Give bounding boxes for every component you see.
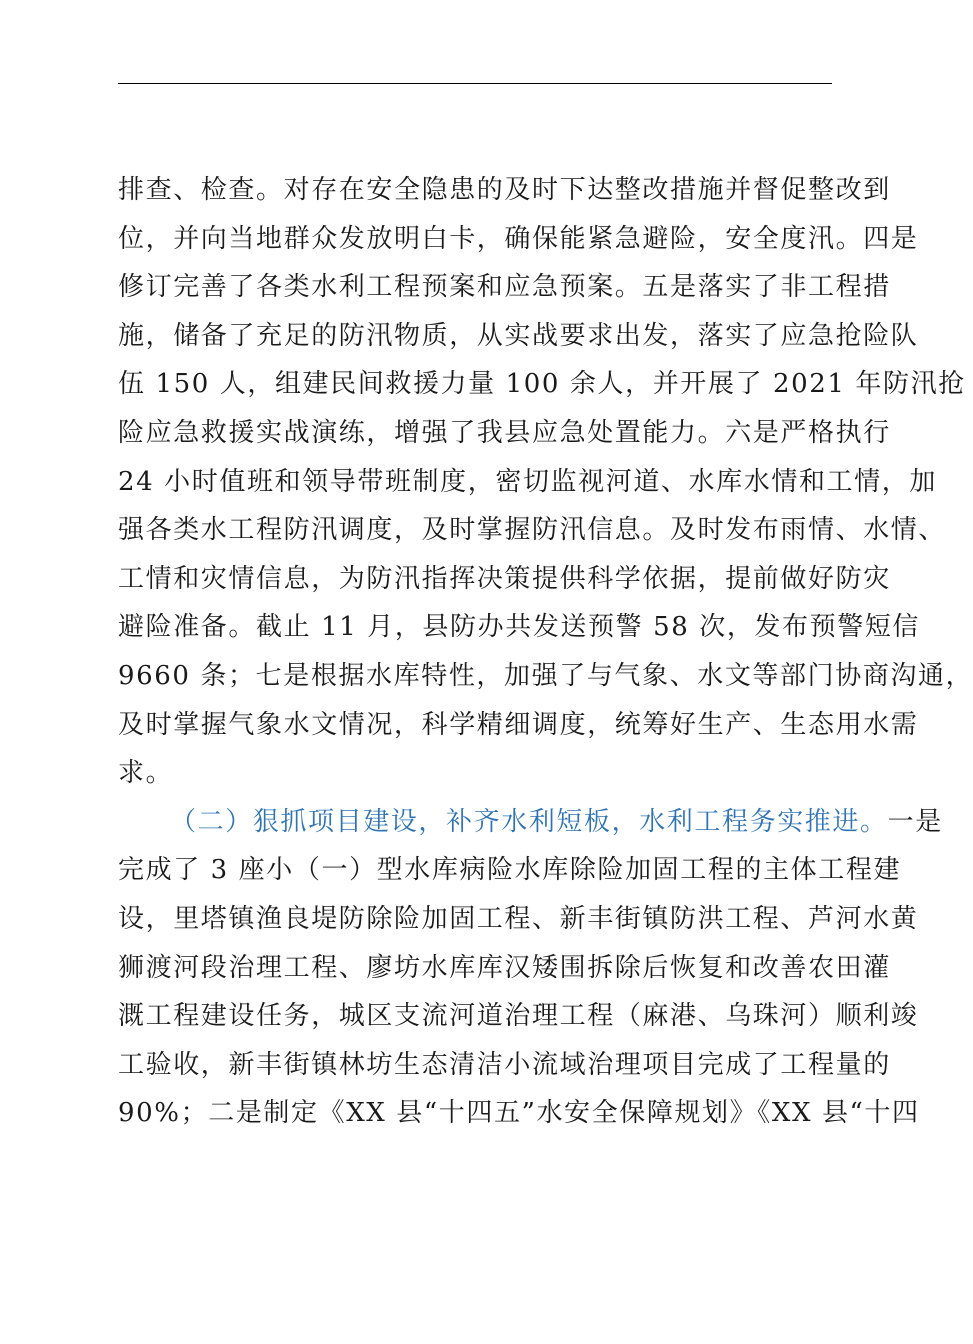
text-line: 狮渡河段治理工程、廖坊水库库汉矮围拆除后恢复和改善农田灌	[118, 952, 891, 983]
text-line: 90%；二是制定《XX 县“十四五”水安全保障规划》《XX 县“十四	[118, 1098, 920, 1129]
text-line: 工验收，新丰街镇林坊生态清洁小流域治理项目完成了工程量的	[118, 1049, 891, 1080]
document-body	[118, 166, 973, 1138]
text-line: 险应急救援实战演练，增强了我县应急处置能力。六是严格执行	[118, 417, 891, 448]
text-line: 设，里塔镇渔良堤防除险加固工程、新丰街镇防洪工程、芦河水黄	[118, 903, 919, 934]
text-line: 及时掌握气象水文情况，科学精细调度，统筹好生产、生态用水需	[118, 709, 919, 740]
text-line: 9660 条；七是根据水库特性，加强了与气象、水文等部门协商沟通，	[118, 660, 973, 691]
text-line: 避险准备。截止 11 月，县防办共发送预警 58 次，发布预警短信	[118, 612, 921, 643]
paragraph-1	[118, 166, 973, 798]
text-line: 伍 150 人，组建民间救援力量 100 余人，并开展了 2021 年防汛抢	[118, 369, 966, 400]
text-line: 工情和灾情信息，为防汛指挥决策提供科学依据，提前做好防灾	[118, 563, 891, 594]
header-rule	[118, 83, 832, 84]
text-line: 修订完善了各类水利工程预案和应急预案。五是落实了非工程措	[118, 272, 891, 303]
text-line: 求。	[118, 758, 174, 789]
text-line	[118, 798, 943, 847]
text-line: 强各类水工程防汛调度，及时掌握防汛信息。及时发布雨情、水情、	[118, 515, 947, 546]
text-line: 施，储备了充足的防汛物质，从实战要求出发，落实了应急抢险队	[118, 320, 919, 351]
text-line: 24 小时值班和领导带班制度，密切监视河道、水库水情和工情，加	[118, 466, 937, 497]
text-line: 溉工程建设任务，城区支流河道治理工程（麻港、乌珠河）顺利竣	[118, 1001, 919, 1032]
text-line: 位，并向当地群众发放明白卡，确保能紧急避险，安全度汛。四是	[118, 223, 919, 254]
section-heading: （二）狠抓项目建设，补齐水利短板，水利工程务实推进。	[170, 806, 888, 837]
text-line: 排查、检查。对存在安全隐患的及时下达整改措施并督促整改到	[118, 175, 891, 205]
heading-trailing-text: 一是	[887, 806, 943, 837]
paragraph-2	[118, 798, 943, 1138]
text-line: 完成了 3 座小（一）型水库病险水库除险加固工程的主体工程建	[118, 855, 902, 886]
